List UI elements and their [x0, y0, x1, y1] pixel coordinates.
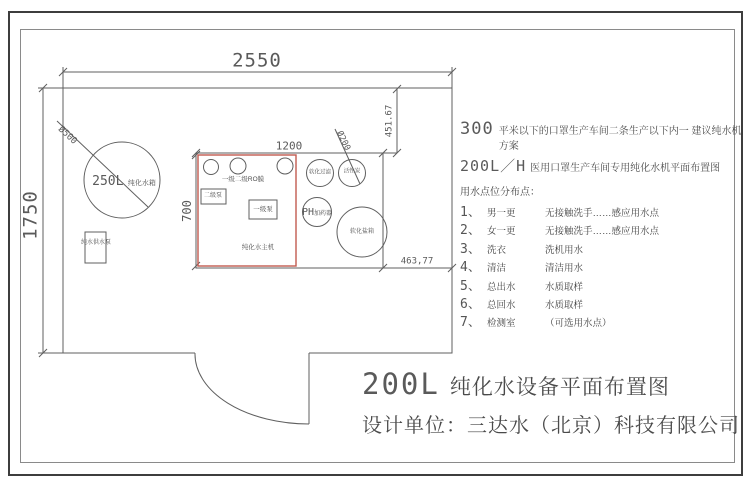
item-name: 总回水: [487, 299, 516, 311]
list-item: [460, 293, 745, 311]
list-item: [460, 201, 745, 219]
item-number: 6、: [460, 296, 481, 312]
item-desc: （可选用水点）: [545, 318, 612, 330]
title-number: 200L: [362, 367, 440, 401]
item-number: 5、: [460, 278, 481, 294]
water-points-header: 用水点位分布点：: [460, 187, 540, 198]
note-line-2: [460, 155, 745, 176]
ro-membrane-label: 一级二级RO膜: [221, 175, 265, 183]
tank-name-text: 纯化水箱: [127, 180, 156, 187]
tank-diameter-label: Ø500: [56, 124, 79, 147]
tank-size-text: 250L: [92, 174, 124, 189]
note1-number: 300: [460, 119, 494, 139]
dim-1200-label: 1200: [275, 139, 303, 153]
dim-1750-lines: [38, 84, 63, 357]
main-unit-label: 纯化水主机: [241, 243, 275, 251]
notes-panel: [460, 119, 745, 330]
note-line-1: [460, 119, 745, 152]
ro-vessel-1: [204, 160, 219, 175]
list-item: [460, 219, 745, 237]
water-points-list: [460, 201, 745, 330]
dim-700-label: 700: [180, 200, 194, 222]
supply-pump-box: [85, 232, 106, 263]
ro-vessel-3: [277, 158, 293, 174]
item-number: 7、: [460, 315, 481, 331]
designer-line: 设计单位：三达水（北京）科技有限公司: [362, 415, 740, 437]
item-desc: 无接触洗手……感应用水点: [545, 208, 660, 219]
dim-451-label: 451.67: [384, 104, 395, 138]
item-number: 1、: [460, 205, 481, 220]
title-block: [362, 367, 740, 438]
dim-463-label: 463,77: [400, 256, 434, 267]
note2-number: 200L／H: [460, 157, 527, 175]
tank-label: [92, 173, 156, 189]
note1-text: 平米以下的口罩生产车间二条生产以下内一 建议纯水机方案: [498, 126, 742, 152]
dim-2550-label: 2550: [232, 49, 282, 72]
item-number: 2、: [460, 223, 481, 239]
list-item: [460, 311, 745, 329]
stage1-pump-label: 一级泵: [253, 205, 273, 213]
ph-dosing-label: [302, 203, 332, 219]
item-desc: 水质取样: [545, 281, 584, 293]
item-name: 清洁: [487, 263, 507, 275]
item-number: 3、: [460, 241, 481, 257]
softening-filter-label: 软化过滤: [308, 169, 332, 176]
item-name: 检测室: [487, 318, 516, 330]
item-name: 女一更: [487, 226, 516, 238]
note2-text: 医用口罩生产车间专用纯化水机平面布置图: [530, 163, 721, 174]
title-text: 纯化水设备平面布置图: [449, 376, 670, 399]
salt-tank-label: 软化盐箱: [349, 229, 375, 235]
ph-suffix-text: 加药器: [314, 211, 333, 217]
item-desc: 清洁用水: [545, 263, 584, 275]
item-number: 4、: [460, 260, 481, 276]
list-item: [460, 256, 745, 274]
activated-carbon-label: 活性炭: [343, 168, 361, 175]
drawing-title: [362, 367, 740, 401]
dim-1750-label: 1750: [19, 190, 42, 240]
ro-vessel-2: [230, 158, 246, 174]
item-desc: 无接触洗手……感应用水点: [545, 226, 660, 238]
ph-prefix-text: PH: [301, 207, 315, 218]
item-desc: 水质取样: [545, 299, 584, 311]
list-item: [460, 275, 745, 293]
supply-pump-label: 纯水供水泵: [80, 240, 112, 246]
stage2-pump-label: 二级泵: [203, 193, 223, 199]
door-swing-arc: [195, 353, 309, 424]
list-item: [460, 238, 745, 256]
carbon-diameter-label: Ø200: [334, 129, 353, 153]
item-name: 洗衣: [487, 244, 507, 256]
item-name: 男一更: [487, 208, 516, 219]
item-desc: 洗机用水: [545, 244, 584, 256]
item-name: 总出水: [487, 281, 516, 293]
